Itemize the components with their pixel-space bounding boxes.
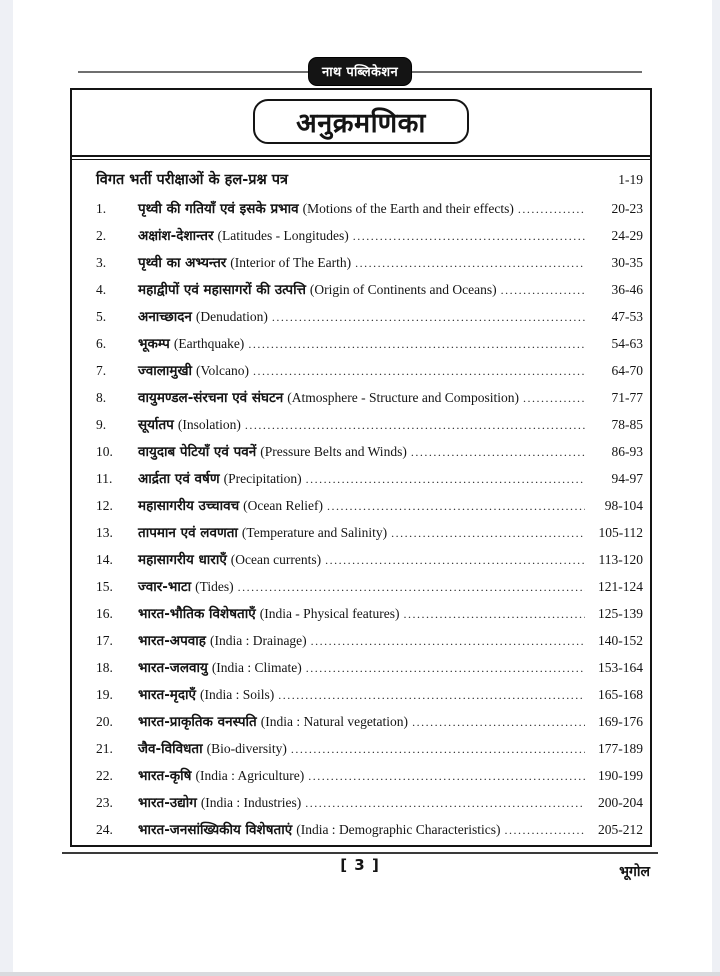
toc-row-leader-dots (327, 493, 585, 520)
toc-row (96, 465, 643, 492)
toc-row-title-hindi: महासागरीय उच्चावच (138, 498, 240, 514)
toc-row-number: 17. (96, 633, 113, 648)
toc-row-title-hindi: भारत-प्राकृतिक वनस्पति (138, 714, 257, 730)
toc-row-pages: 47-53 (611, 309, 643, 324)
toc-row-leader-dots (391, 520, 585, 547)
toc-row-title-english: (India : Drainage) (209, 633, 307, 648)
toc-row-pages: 200-204 (598, 795, 643, 810)
scan-edge-left (0, 0, 13, 976)
toc-row-number: 2. (96, 228, 107, 243)
toc-row-leader-dots (505, 817, 586, 844)
toc-row-number: 22. (96, 768, 113, 783)
toc-row-pages: 54-63 (611, 336, 643, 351)
toc-row-title-english: (Denudation) (195, 309, 268, 324)
toc-row-pages: 140-152 (598, 633, 643, 648)
toc-row-title-english: (India : Natural vegetation) (260, 714, 409, 729)
toc-row-title-hindi: पृथ्वी का अभ्यन्तर (138, 255, 227, 271)
book-title: भूगोल (619, 864, 650, 880)
toc-row-title-hindi: महाद्वीपों एवं महासागरों की उत्पत्ति (138, 282, 306, 298)
toc-box (70, 88, 652, 847)
toc-row-title-english: (Insolation) (177, 417, 241, 432)
toc-row (96, 492, 643, 519)
toc-row-number: 10. (96, 444, 113, 459)
toc-row-title-english: (Ocean currents) (230, 552, 322, 567)
toc-section-header (96, 166, 643, 195)
toc-row-number: 13. (96, 525, 113, 540)
toc-row (96, 573, 643, 600)
toc-row-number: 15. (96, 579, 113, 594)
toc-row-title-hindi: भारत-जनसांख्यिकीय विशेषताएं (138, 822, 293, 838)
toc-row-title-hindi: अनाच्छादन (138, 309, 192, 325)
toc-row-title-english: (Ocean Relief) (243, 498, 323, 513)
toc-row-title-hindi: भारत-कृषि (138, 768, 192, 784)
toc-row-leader-dots (278, 682, 585, 709)
toc-row-title-english: (Motions of the Earth and their effects) (302, 201, 514, 216)
toc-row (96, 708, 643, 735)
toc-row-title-english: (Origin of Continents and Oceans) (309, 282, 497, 297)
toc-row (96, 357, 643, 384)
toc-row-pages: 20-23 (611, 201, 643, 216)
toc-row-number: 8. (96, 390, 107, 405)
toc-row (96, 303, 643, 330)
toc-row (96, 249, 643, 276)
toc-row-number: 19. (96, 687, 113, 702)
toc-row (96, 546, 643, 573)
toc-row-leader-dots (305, 790, 585, 817)
toc-row-title-hindi: आर्द्रता एवं वर्षण (138, 471, 220, 487)
toc-row-title-hindi: भारत-मृदाएँ (138, 687, 197, 703)
toc-row-number: 7. (96, 363, 107, 378)
toc-row (96, 627, 643, 654)
scan-edge-right (712, 0, 720, 976)
toc-row-number: 14. (96, 552, 113, 567)
toc-row (96, 276, 643, 303)
toc-row-number: 16. (96, 606, 113, 621)
toc-row-leader-dots (248, 331, 585, 358)
toc-row-pages: 64-70 (611, 363, 643, 378)
toc-list (96, 195, 643, 843)
toc-row (96, 438, 643, 465)
toc-row-title-hindi: महासागरीय धाराएँ (138, 552, 227, 568)
toc-row-title-hindi: सूर्यातप (138, 417, 174, 433)
toc-row-title-hindi: भारत-उद्योग (138, 795, 197, 811)
toc-row-number: 6. (96, 336, 107, 351)
toc-row-pages: 113-120 (598, 552, 643, 567)
toc-row-title-english: (Interior of The Earth) (230, 255, 352, 270)
toc-row-number: 18. (96, 660, 113, 675)
toc-row-title-hindi: ज्वालामुखी (138, 363, 192, 379)
toc-row (96, 789, 643, 816)
toc-row-title-english: (India : Agriculture) (195, 768, 305, 783)
toc-row-title-english: (Precipitation) (223, 471, 302, 486)
toc-row-pages: 105-112 (598, 525, 643, 540)
toc-row (96, 330, 643, 357)
toc-row-pages: 121-124 (598, 579, 643, 594)
toc-row-title-english: (India : Industries) (200, 795, 302, 810)
toc-row (96, 654, 643, 681)
toc-row-leader-dots (253, 358, 585, 385)
toc-row (96, 681, 643, 708)
toc-section-title: विगत भर्ती परीक्षाओं के हल-प्रश्न पत्र (96, 172, 289, 188)
toc-row-number: 24. (96, 822, 113, 837)
toc-row-pages: 153-164 (598, 660, 643, 675)
toc-row (96, 384, 643, 411)
toc-row (96, 816, 643, 843)
toc-row-leader-dots (411, 439, 585, 466)
toc-row (96, 411, 643, 438)
toc-row-pages: 190-199 (598, 768, 643, 783)
toc-row-number: 1. (96, 201, 107, 216)
toc-row-pages: 98-104 (604, 498, 643, 513)
toc-row-title-english: (Latitudes - Longitudes) (217, 228, 349, 243)
toc-row-leader-dots (518, 196, 585, 223)
toc-row-title-english: (India : Soils) (200, 687, 275, 702)
toc-row-title-hindi: जैव-विविधता (138, 741, 203, 757)
toc (72, 160, 650, 843)
toc-row-number: 11. (96, 471, 113, 486)
toc-row-number: 4. (96, 282, 107, 297)
toc-row-leader-dots (272, 304, 585, 331)
toc-row-number: 3. (96, 255, 107, 270)
toc-row (96, 762, 643, 789)
toc-row-pages: 36-46 (611, 282, 643, 297)
toc-row-leader-dots (311, 628, 585, 655)
toc-row-title-hindi: वायुदाब पेटियाँ एवं पवनें (138, 444, 257, 460)
toc-row-pages: 86-93 (611, 444, 643, 459)
toc-row-title-hindi: तापमान एवं लवणता (138, 525, 238, 541)
toc-row-pages: 125-139 (598, 606, 643, 621)
toc-row-pages: 24-29 (611, 228, 643, 243)
toc-row-leader-dots (245, 412, 585, 439)
toc-row-leader-dots (308, 763, 585, 790)
toc-row-title-english: (Earthquake) (173, 336, 245, 351)
toc-section-pages: 1-19 (618, 172, 643, 187)
toc-row-number: 23. (96, 795, 113, 810)
toc-row-leader-dots (306, 466, 585, 493)
toc-row-title-hindi: ज्वार-भाटा (138, 579, 192, 595)
toc-row-leader-dots (353, 223, 585, 250)
toc-row-title-hindi: पृथ्वी की गतियाँ एवं इसके प्रभाव (138, 201, 299, 217)
toc-row-title-hindi: भारत-अपवाह (138, 633, 206, 649)
toc-row-pages: 205-212 (598, 822, 643, 837)
toc-row-title-hindi: वायुमण्डल-संरचना एवं संघटन (138, 390, 284, 406)
toc-row-title-english: (India : Climate) (211, 660, 302, 675)
page-number: [ 3 ] (340, 856, 380, 874)
toc-row-number: 5. (96, 309, 107, 324)
toc-row-leader-dots (404, 601, 585, 628)
page-title: अनुक्रमणिका (253, 99, 469, 144)
toc-row-pages: 78-85 (611, 417, 643, 432)
scan-edge-bottom (0, 972, 720, 976)
toc-row-pages: 30-35 (611, 255, 643, 270)
toc-row-pages: 177-189 (598, 741, 643, 756)
toc-row-pages: 94-97 (611, 471, 643, 486)
toc-row-number: 12. (96, 498, 113, 513)
toc-row-number: 9. (96, 417, 107, 432)
toc-row-title-hindi: भारत-भौतिक विशेषताएँ (138, 606, 256, 622)
toc-row (96, 600, 643, 627)
toc-row (96, 735, 643, 762)
toc-row-leader-dots (306, 655, 585, 682)
toc-row-title-english: (Atmosphere - Structure and Composition) (287, 390, 519, 405)
toc-row-leader-dots (355, 250, 585, 277)
toc-row-title-english: (India - Physical features) (259, 606, 400, 621)
toc-row-title-english: (Tides) (195, 579, 234, 594)
toc-row-title-hindi: भारत-जलवायु (138, 660, 208, 676)
toc-row-number: 21. (96, 741, 113, 756)
toc-row (96, 222, 643, 249)
toc-row (96, 195, 643, 222)
toc-row-leader-dots (523, 385, 585, 412)
toc-row-pages: 71-77 (611, 390, 643, 405)
toc-row-leader-dots (412, 709, 585, 736)
toc-row-title-english: (Volcano) (196, 363, 249, 378)
toc-row-leader-dots (238, 574, 585, 601)
toc-row-number: 20. (96, 714, 113, 729)
publisher-badge: नाथ पब्लिकेशन (308, 57, 412, 86)
toc-row-title-english: (Bio-diversity) (206, 741, 287, 756)
toc-row-pages: 165-168 (598, 687, 643, 702)
footer-rule (62, 852, 658, 854)
toc-row-title-hindi: अक्षांश-देशान्तर (138, 228, 214, 244)
toc-row-pages: 169-176 (598, 714, 643, 729)
toc-row (96, 519, 643, 546)
toc-row-leader-dots (291, 736, 585, 763)
toc-row-title-english: (Pressure Belts and Winds) (260, 444, 407, 459)
toc-row-title-english: (Temperature and Salinity) (241, 525, 388, 540)
toc-row-leader-dots (325, 547, 585, 574)
toc-row-title-hindi: भूकम्प (138, 336, 170, 352)
toc-row-title-english: (India : Demographic Characteristics) (296, 822, 501, 837)
toc-row-leader-dots (501, 277, 585, 304)
